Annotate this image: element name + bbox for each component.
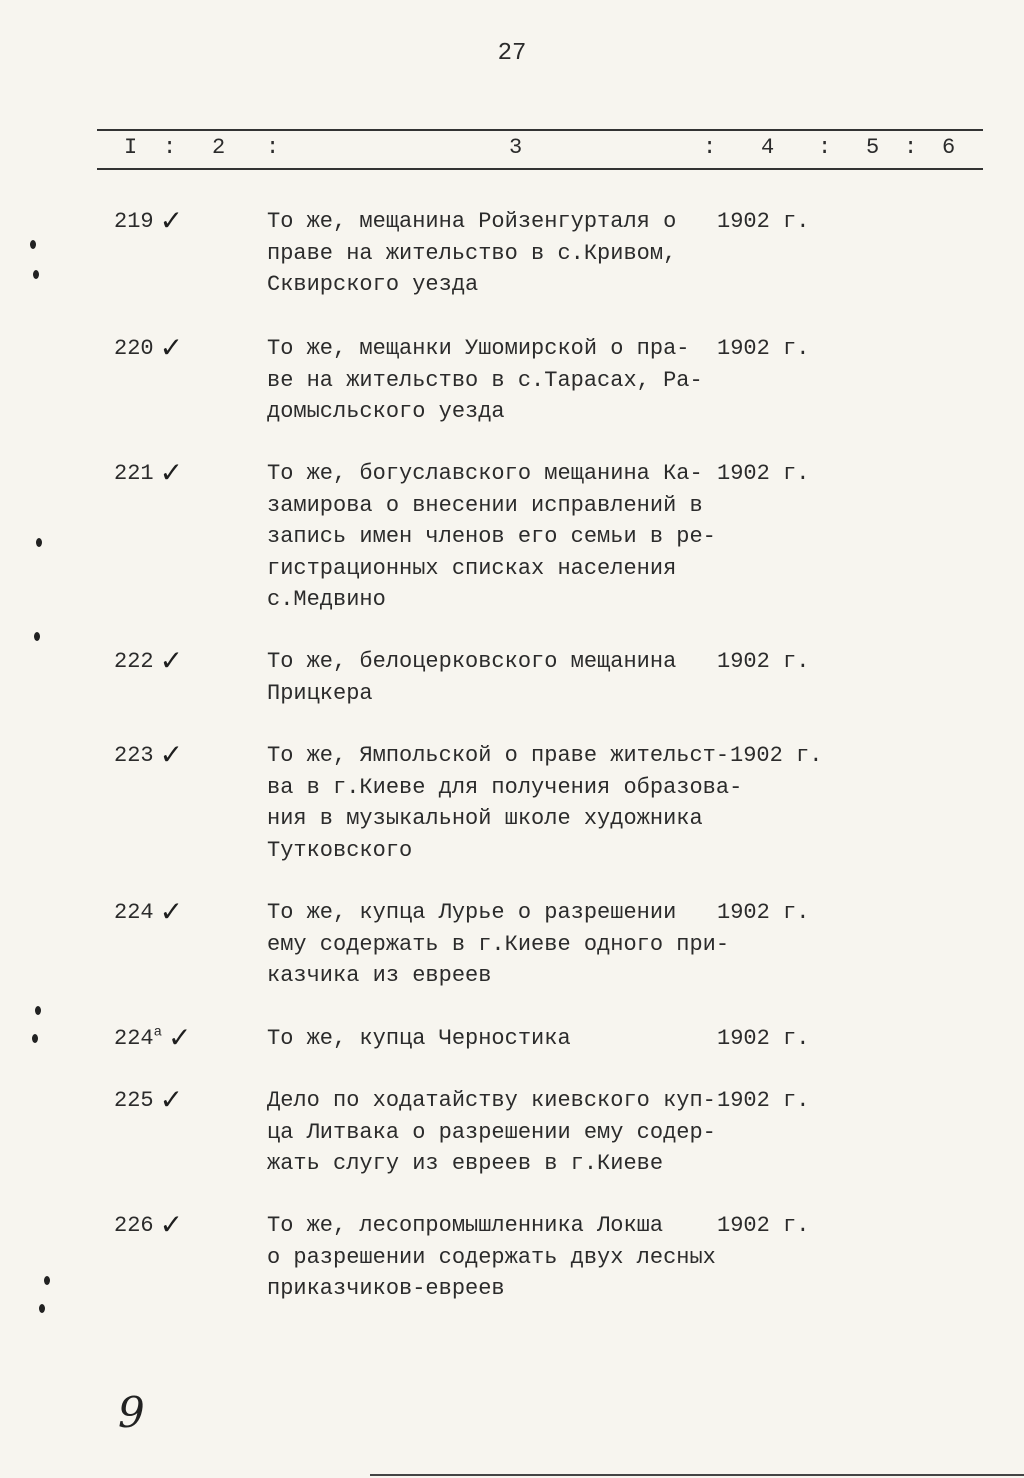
header-rule-bottom — [97, 168, 983, 170]
entry-number-suffix: а — [153, 1024, 163, 1041]
checkmark-icon: ✓ — [168, 1021, 192, 1054]
entry-year: 1902 г. — [717, 1213, 810, 1238]
entry-number — [114, 333, 183, 364]
scan-speck — [39, 1304, 45, 1313]
entry-number-text: 223 — [114, 743, 154, 768]
entry-text-line: То же, купца Черностика — [267, 1026, 571, 1051]
entry-text-line: гистрационных списках населения — [267, 555, 677, 581]
entry-number-text: 222 — [114, 649, 154, 674]
entry-description — [267, 1023, 571, 1055]
column-separator: : — [904, 135, 918, 160]
entry-year: 1902 г. — [717, 1026, 810, 1051]
scan-speck — [36, 538, 42, 547]
entry-year: 1902 г. — [730, 743, 823, 768]
entry-text-line: ва в г.Киеве для получения образова- — [267, 774, 743, 800]
entry-text-line: То же, мещанина Ройзенгурталя о — [267, 209, 677, 234]
entry-number — [114, 646, 183, 677]
entry-text-line: запись имен членов его семьи в ре- — [267, 524, 716, 549]
entry-number — [114, 1023, 191, 1054]
entry-text-line: домысльского уезда — [267, 399, 505, 424]
column-header-4: 4 — [761, 135, 775, 160]
entry-text-line: То же, купца Лурье о разрешении — [267, 900, 677, 925]
page-bottom-edge — [370, 1474, 1024, 1476]
entry-year: 1902 г. — [717, 900, 810, 925]
scan-speck — [33, 270, 39, 279]
entry-text-line: ве на жительство в с.Тарасах, Ра- — [267, 367, 703, 393]
entry-number — [114, 1210, 183, 1241]
entry-year: 1902 г. — [717, 461, 810, 486]
column-separator: : — [266, 135, 280, 160]
entry-year: 1902 г. — [717, 649, 810, 674]
entry-text-line: казчика из евреев — [267, 963, 492, 988]
entry-text-line: То же, богуславского мещанина Ка- — [267, 461, 703, 486]
entry-text-line: праве на жительство в с.Кривом, — [267, 240, 677, 266]
entry-number — [114, 897, 183, 928]
scan-speck — [30, 240, 36, 249]
checkmark-icon: ✓ — [159, 895, 184, 928]
entry-year: 1902 г. — [717, 336, 810, 361]
column-header-6: 6 — [942, 135, 956, 160]
entry-number-text: 225 — [114, 1088, 154, 1113]
entry-text-line: ца Литвака о разрешении ему содер- — [267, 1119, 716, 1145]
scan-speck — [34, 632, 40, 641]
scan-speck — [32, 1034, 38, 1043]
entry-number-text: 221 — [114, 461, 154, 486]
header-rule-top — [97, 129, 983, 131]
entry-number — [114, 1085, 183, 1116]
entry-text-line: ему содержать в г.Киеве одного при- — [267, 931, 730, 957]
entry-year: 1902 г. — [717, 1088, 810, 1113]
entry-number-text: 224 — [114, 900, 154, 925]
column-header-5: 5 — [866, 135, 880, 160]
column-separator: : — [818, 135, 832, 160]
page-number: 27 — [497, 40, 527, 67]
checkmark-icon: ✓ — [159, 204, 184, 237]
entry-text-line: Прицкера — [267, 680, 373, 706]
entry-text-line: То же, белоцерковского мещанина — [267, 649, 677, 674]
entry-text-line: приказчиков-евреев — [267, 1276, 505, 1301]
entry-text-line: ния в музыкальной школе художника — [267, 806, 703, 831]
entry-text-line: о разрешении содержать двух лесных — [267, 1244, 716, 1270]
entry-text-line: жать слугу из евреев в г.Киеве — [267, 1151, 664, 1176]
column-header-1: I — [124, 135, 138, 160]
handwritten-page-mark: 9 — [118, 1388, 145, 1437]
entry-number — [114, 206, 183, 237]
entry-description — [267, 458, 716, 616]
entry-description — [267, 1210, 716, 1305]
column-separator: : — [703, 135, 717, 160]
scan-speck — [44, 1276, 50, 1285]
checkmark-icon: ✓ — [159, 331, 184, 364]
checkmark-icon: ✓ — [159, 644, 184, 677]
entry-number-text: 224 — [114, 1026, 154, 1051]
checkmark-icon: ✓ — [159, 456, 184, 489]
scan-speck — [35, 1006, 41, 1015]
entry-text-line: Тутковского — [267, 837, 413, 863]
entry-description — [267, 646, 676, 709]
column-header-3: 3 — [509, 135, 523, 160]
entry-description — [267, 740, 742, 866]
entry-description — [267, 206, 676, 301]
entry-text-line: То же, лесопромышленника Локша — [267, 1213, 664, 1238]
entry-description — [267, 1085, 716, 1180]
entry-description — [267, 897, 729, 992]
entry-text-line: замирова о внесении исправлений в — [267, 492, 703, 518]
entry-text-line: То же, мещанки Ушомирской о пра- — [267, 336, 690, 361]
column-separator: : — [163, 135, 177, 160]
entry-number-text: 220 — [114, 336, 154, 361]
entry-number — [114, 740, 183, 771]
entry-number-text: 226 — [114, 1213, 154, 1238]
checkmark-icon: ✓ — [159, 1083, 184, 1116]
entry-year: 1902 г. — [717, 209, 810, 234]
entry-text-line: Дело по ходатайству киевского куп- — [267, 1088, 716, 1113]
entry-number-text: 219 — [114, 209, 154, 234]
entry-text-line: Сквирского уезда — [267, 272, 479, 297]
entry-text-line: То же, Ямпольской о праве жительст- — [267, 743, 730, 768]
column-header-2: 2 — [212, 135, 226, 160]
checkmark-icon: ✓ — [159, 1208, 184, 1241]
checkmark-icon: ✓ — [159, 738, 184, 771]
entry-number — [114, 458, 183, 489]
entry-text-line: с.Медвино — [267, 587, 386, 612]
entry-description — [267, 333, 703, 428]
